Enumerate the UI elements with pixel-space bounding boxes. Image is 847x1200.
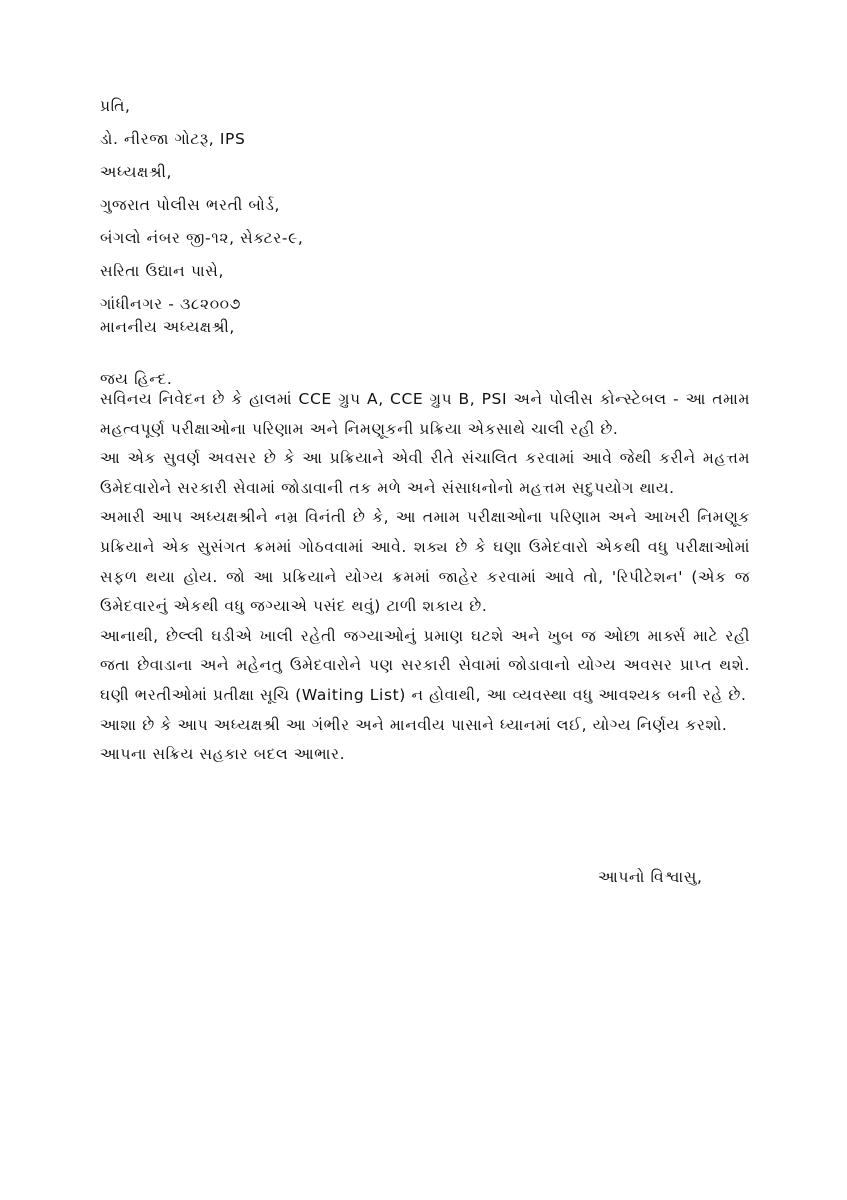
body-paragraph: અમારી આપ અધ્યક્ષશ્રીને નમ્ર વિનંતી છે કે, આ તમામ પરીક્ષાઓના પરિણામ અને આખરી નિમણૂક પ્રક્રિયાને એક સુસંગત ક્રમમાં ગોઠવવામાં આવે. શક્ય છે કે ઘણા ઉમેદવારો એકથી વધુ પરીક્ષાઓમાં સફળ થયા હોય. જો આ પ્રક્રિયાને યોગ્ય ક્રમમાં જાહેર કરવામાં આવે તો, 'રિપીટેશન' (એક જ ઉમેદવારનું એકથી વધુ જગ્યાએ પસંદ થવું) ટાળી શકાય છે.: [100, 508, 750, 616]
address-line-landmark: સરિતા ઉદ્યાન પાસે,: [100, 262, 224, 280]
address-line-name: ડો. નીરજા ગોટરૂ, IPS: [100, 130, 246, 148]
salutation: માનનીય અધ્યક્ષશ્રી,: [100, 318, 235, 336]
body-paragraph: આનાથી, છેલ્લી ઘડીએ ખાલી રહેતી જગ્યાઓનું પ્રમાણ ઘટશે અને ખુબ જ ઓછા માર્ક્સ માટે રહી જતા છેવાડાના અને મહેનતુ ઉમેદવારોને પણ સરકારી સેવામાં જોડાવાનો યોગ્ય અવસર પ્રાપ્ત થશે. ઘણી ભરતીઓમાં પ્રતીક્ષા સૂચિ (Waiting List) ન હોવાથી, આ વ્યવસ્થા વધુ આવશ્યક બની રહે છે.: [100, 626, 750, 704]
address-line-building: બંગલો નંબર જી-૧૨, સેક્ટર-૯,: [100, 229, 304, 247]
body-paragraph: આપના સક્રિય સહકાર બદલ આભાર.: [100, 745, 346, 764]
closing-signoff: આપનો વિશ્વાસુ,: [598, 868, 703, 886]
letter-body: [100, 385, 750, 770]
address-line-designation: અધ્યક્ષશ્રી,: [100, 163, 173, 181]
address-line-city: ગાંધીનગર - ૩૮૨૦૦૭: [100, 295, 241, 313]
address-line-to: પ્રતિ,: [100, 97, 131, 115]
body-paragraph: આ એક સુવર્ણ અવસર છે કે આ પ્રક્રિયાને એવી રીતે સંચાલિત કરવામાં આવે જેથી કરીને મહત્તમ ઉમેદવારોને સરકારી સેવામાં જોડાવાની તક મળે અને સંસાધનોનો મહત્તમ સદુપયોગ થાય.: [100, 449, 750, 497]
greeting: જય હિન્દ.: [100, 370, 173, 388]
address-line-organization: ગુજરાત પોલીસ ભરતી બોર્ડ,: [100, 196, 280, 214]
body-paragraph: સવિનય નિવેદન છે કે હાલમાં CCE ગ્રુપ A, CCE ગ્રુપ B, PSI અને પોલીસ કોન્સ્ટેબલ - આ તમામ મહત્વપૂર્ણ પરીક્ષાઓના પરિણામ અને નિમણૂકની પ્રક્રિયા એકસાથે ચાલી રહી છે.: [100, 390, 750, 438]
body-paragraph: આશા છે કે આપ અધ્યક્ષશ્રી આ ગંભીર અને માનવીય પાસાને ધ્યાનમાં લઈ, યોગ્ય નિર્ણય કરશો.: [100, 715, 728, 734]
